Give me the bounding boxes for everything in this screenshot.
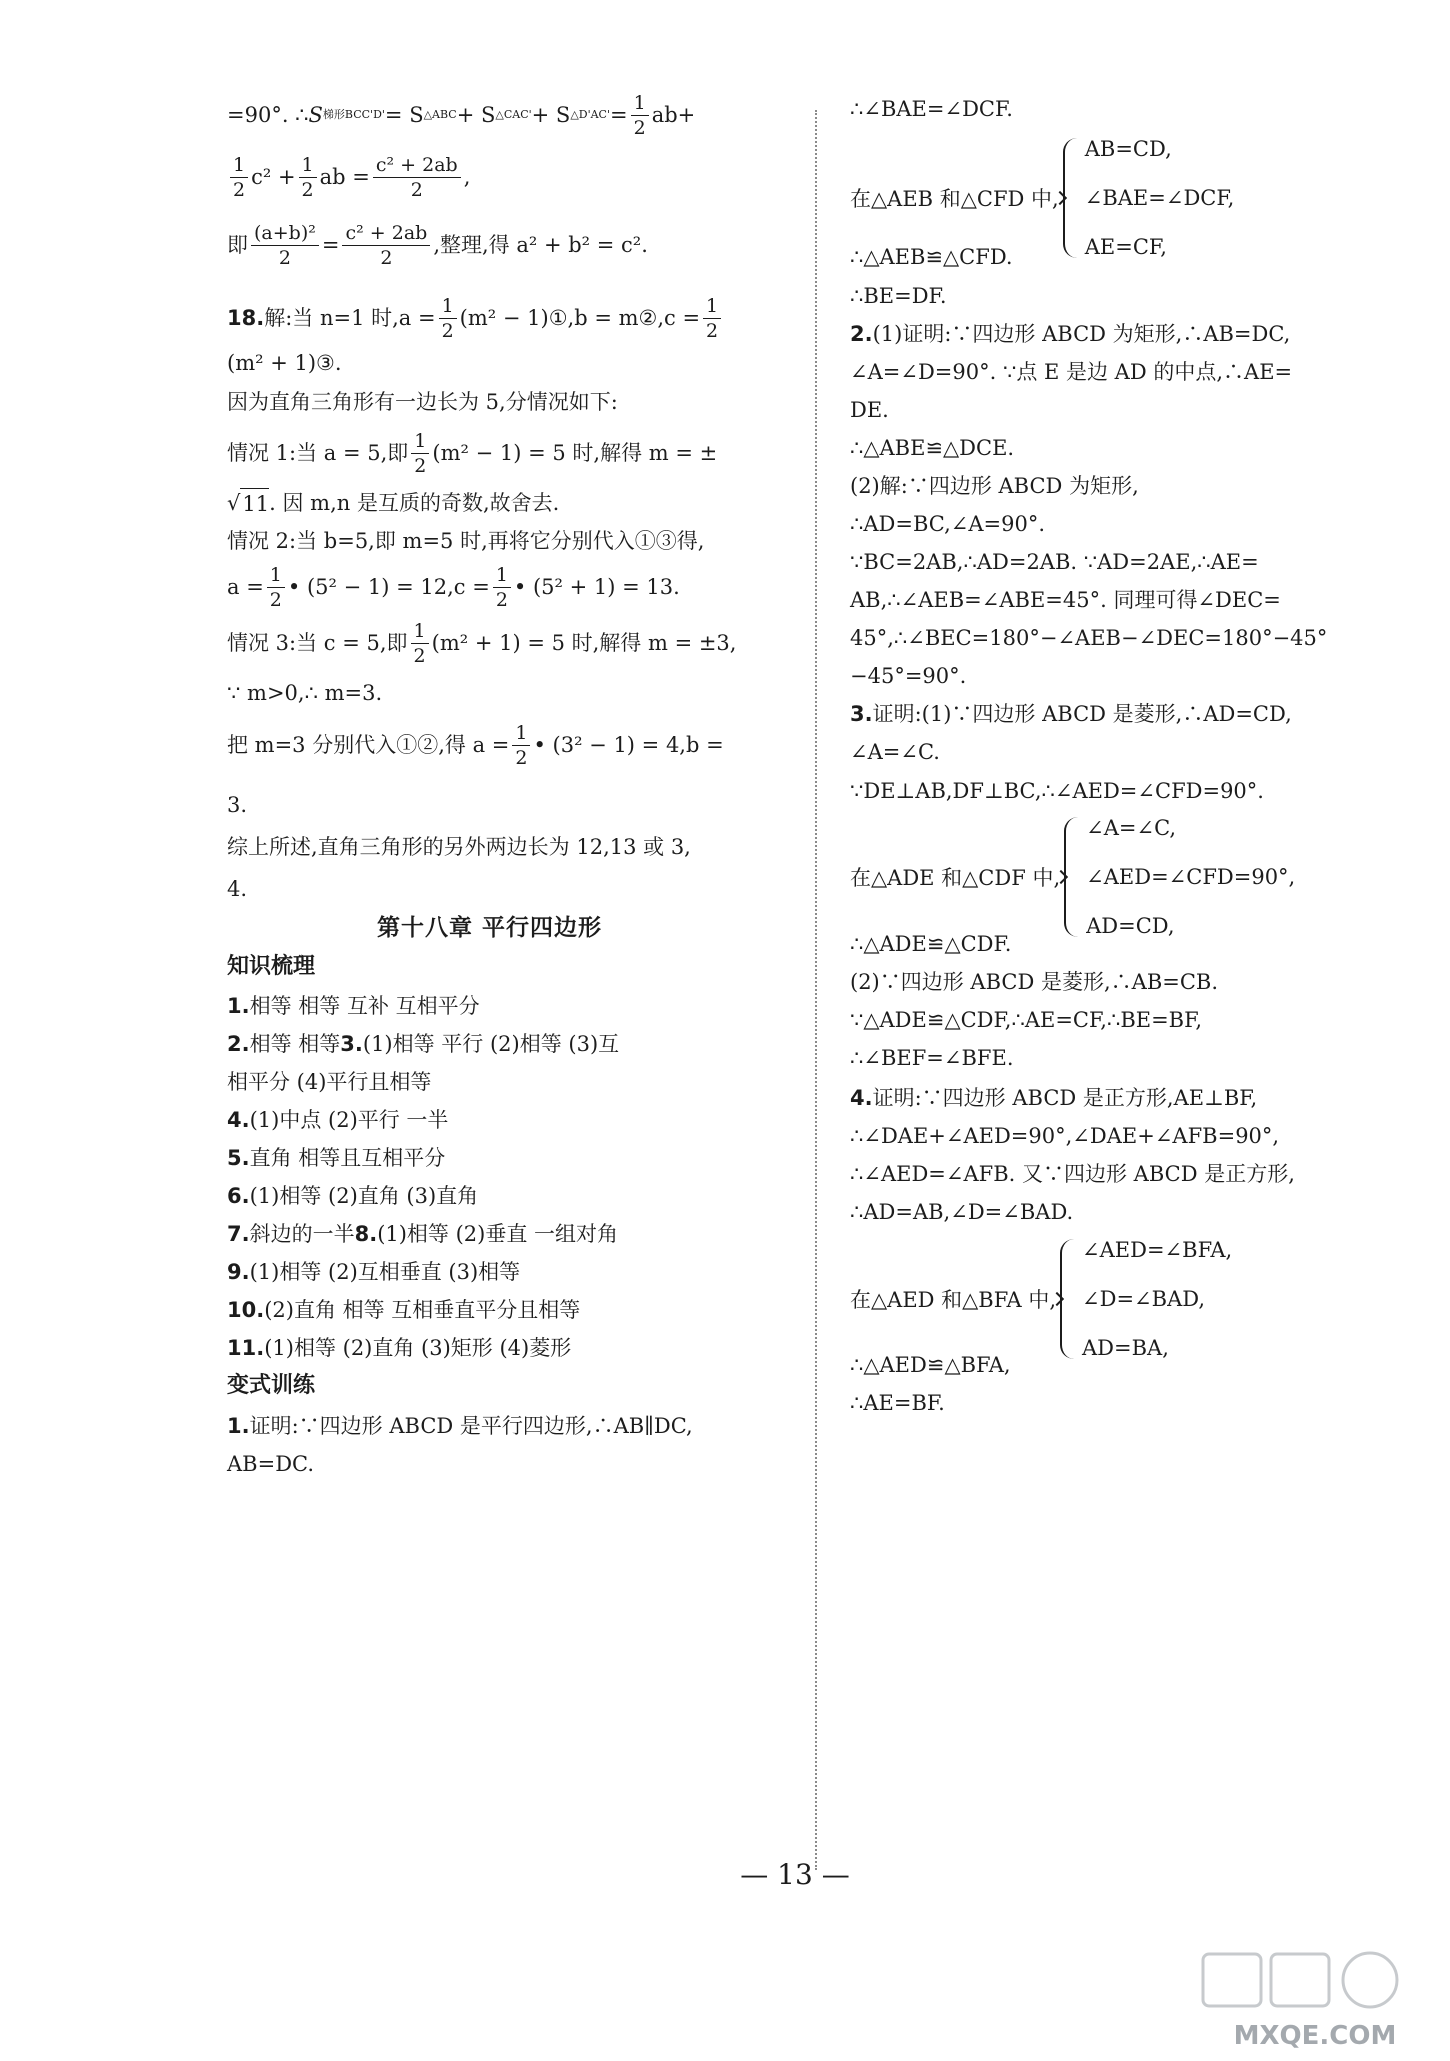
k10-line: 10. (2)直角 相等 互相垂直平分且相等 — [227, 1298, 581, 1322]
sqrt-radicand: 11 — [240, 488, 269, 519]
brace-icon — [1064, 817, 1080, 937]
text-line: ∴BE=DF. — [850, 284, 947, 308]
fraction: $\frac{\text{(a+b)²}}{2}$ — [251, 221, 319, 270]
fraction: $\frac{1}{2}$ — [631, 91, 649, 140]
text-line: ∴AD=BC,∠A=90°. — [850, 512, 1046, 536]
text-line: AB=DC. — [227, 1452, 315, 1476]
text-line: ∵△ADE≌△CDF,∴AE=CF,∴BE=BF, — [850, 1008, 1203, 1032]
text-line: ∴∠BEF=∠BFE. — [850, 1046, 1014, 1070]
text: ∠AED=∠BFA, — [1082, 1238, 1233, 1262]
text-line: (2)∵四边形 ABCD 是菱形,∴AB=CB. — [850, 970, 1219, 994]
text-line: ∴△ADE≌△CDF. — [850, 932, 1012, 956]
text-line: ∴△AED≌△BFA, — [850, 1353, 1011, 1377]
text: • (5² + 1) = 13. — [513, 575, 680, 599]
fraction: $\frac{1}{2}$ — [439, 294, 457, 343]
text: (m² − 1)①,b = m②,c = — [459, 306, 701, 330]
k2-line: 2. 相等 相等 3. (1)相等 平行 (2)相等 (3)互 — [227, 1032, 620, 1056]
brace-icon — [1060, 1239, 1076, 1359]
k7-line: 7. 斜边的一半 8. (1)相等 (2)垂直 一组对角 — [227, 1222, 619, 1246]
p3-line: 3. 证明:(1)∵四边形 ABCD 是菱形,∴AD=CD, — [850, 702, 1292, 726]
k1-line: 1. 相等 相等 互补 互相平分 — [227, 994, 480, 1018]
text-line: ∴△AEB≌△CFD. — [850, 245, 1013, 269]
case1-line-1 — [227, 429, 718, 477]
text: + S — [456, 103, 496, 127]
subscript: 梯形BCC'D' — [322, 108, 385, 121]
fraction: $\frac{1}{2}$ — [299, 153, 317, 202]
text-line: ∴△ABE≌△DCE. — [850, 436, 1015, 460]
text: 解:当 n=1 时,a = — [264, 306, 436, 330]
text: (m² − 1) = 5 时,解得 m = ± — [432, 441, 718, 465]
text-line: −45°=90°. — [850, 664, 967, 688]
k6-line: 6. (1)相等 (2)直角 (3)直角 — [227, 1184, 479, 1208]
text-line: (2)解:∵四边形 ABCD 为矩形, — [850, 474, 1139, 498]
text: ∠A=∠C, — [1086, 816, 1177, 840]
text: AB=CD, — [1084, 137, 1172, 161]
subscript: △D'AC' — [570, 108, 610, 121]
section-title: 变式训练 — [227, 1373, 316, 1398]
k9-line: 9. (1)相等 (2)互相垂直 (3)相等 — [227, 1260, 521, 1284]
text-line: ∴∠BAE=∠DCF. — [850, 97, 1013, 121]
fraction: $\frac{1}{2}$ — [411, 429, 429, 478]
text-line: ∵DE⊥AB,DF⊥BC,∴∠AED=∠CFD=90°. — [850, 779, 1264, 803]
brace-icon — [1063, 138, 1079, 258]
eq-area-line — [227, 91, 696, 139]
text: + S — [531, 103, 571, 127]
watermark-logo-icon — [1195, 1948, 1435, 2053]
text-line: ∵ m>0,∴ m=3. — [227, 681, 383, 705]
k5-line: 5. 直角 相等且互相平分 — [227, 1146, 446, 1170]
text: AE=CF, — [1084, 235, 1167, 259]
text-line: 情况 2:当 b=5,即 m=5 时,再将它分别代入①③得, — [227, 529, 705, 553]
text-line: ∠A=∠D=90°. ∵点 E 是边 AD 的中点,∴AE= — [850, 360, 1293, 384]
eq-line-2 — [227, 153, 471, 201]
eq-line-3 — [227, 221, 648, 269]
equation-system-2 — [850, 813, 1295, 941]
text-line: 因为直角三角形有一边长为 5,分情况如下: — [227, 390, 618, 414]
text-line: ∴∠DAE+∠AED=90°,∠DAE+∠AFB=90°, — [850, 1124, 1280, 1148]
text-line: AB,∴∠AEB=∠ABE=45°. 同理可得∠DEC= — [850, 588, 1281, 612]
text-line: 相平分 (4)平行且相等 — [227, 1070, 432, 1094]
text: c² + — [251, 165, 296, 189]
text: AD=CD, — [1086, 914, 1175, 938]
sqrt-sign: √ — [227, 491, 241, 515]
text: ∠BAE=∠DCF, — [1084, 186, 1235, 210]
text: 在△ADE 和△CDF 中, — [850, 866, 1061, 890]
fraction: $\frac{1}{2}$ — [703, 294, 721, 343]
text: 情况 3:当 c = 5,即 — [227, 631, 408, 655]
text: • (3² − 1) = 4,b = — [533, 733, 724, 757]
text: , — [463, 165, 471, 189]
text-line: 3. — [227, 793, 248, 817]
fraction: $\frac{1}{2}$ — [512, 721, 530, 770]
fraction: $\frac{\text{c² + 2ab}}{2}$ — [342, 221, 430, 270]
text-line: 45°,∴∠BEC=180°−∠AEB−∠DEC=180°−45° — [850, 626, 1328, 650]
text: 在△AED 和△BFA 中, — [850, 1288, 1057, 1312]
text: 即 — [227, 233, 248, 257]
text: ,整理,得 a² + b² = c². — [433, 233, 648, 257]
text-line: (m² + 1)③. — [227, 351, 342, 375]
text-line: ∠A=∠C. — [850, 740, 940, 764]
fraction: $\frac{1}{2}$ — [267, 563, 285, 612]
text: ∠AED=∠CFD=90°, — [1086, 865, 1296, 889]
text: ab+ — [651, 103, 696, 127]
p4-line: 4. 证明:∵四边形 ABCD 是正方形,AE⊥BF, — [850, 1086, 1258, 1110]
p2-line: 2. (1)证明:∵四边形 ABCD 为矩形,∴AB=DC, — [850, 322, 1291, 346]
case3-line-1 — [227, 619, 737, 667]
section-title: 知识梳理 — [227, 954, 316, 979]
text: a = — [227, 575, 264, 599]
text: S — [308, 103, 323, 127]
fraction: $\frac{\text{c² + 2ab}}{2}$ — [373, 153, 461, 202]
q18-line-1 — [227, 294, 724, 342]
question-number: 18. — [227, 306, 265, 330]
k4-line: 4. (1)中点 (2)平行 一半 — [227, 1108, 449, 1132]
fraction: $\frac{1}{2}$ — [230, 153, 248, 202]
case4-line-1 — [227, 721, 724, 769]
text: AD=BA, — [1082, 1336, 1169, 1360]
subscript: △ABC — [423, 108, 457, 121]
fraction: $\frac{1}{2}$ — [411, 619, 429, 668]
chapter-title: 第十八章 平行四边形 — [377, 915, 603, 941]
text: 把 m=3 分别代入①②,得 a = — [227, 733, 510, 757]
equation-system-3 — [850, 1235, 1232, 1363]
text-line: ∴AE=BF. — [850, 1391, 945, 1415]
text: . 因 m,n 是互质的奇数,故舍去. — [269, 491, 560, 515]
text-line: ∴AD=AB,∠D=∠BAD. — [850, 1200, 1074, 1224]
subscript: △CAC' — [495, 108, 532, 121]
text: 在△AEB 和△CFD 中, — [850, 187, 1059, 211]
fraction: $\frac{1}{2}$ — [493, 563, 511, 612]
k11-line: 11. (1)相等 (2)直角 (3)矩形 (4)菱形 — [227, 1336, 572, 1360]
text: = — [610, 103, 628, 127]
text: (m² + 1) = 5 时,解得 m = ±3, — [431, 631, 737, 655]
page-number: — 13 — — [740, 1858, 850, 1891]
text: ab = — [319, 165, 370, 189]
text: =90°. ∴ — [227, 103, 309, 127]
case1-line-2 — [227, 488, 559, 518]
v1-line: 1. 证明:∵四边形 ABCD 是平行四边形,∴AB∥DC, — [227, 1414, 693, 1438]
text-line: 4. — [227, 877, 248, 901]
text: = — [321, 233, 340, 257]
text-line: 综上所述,直角三角形的另外两边长为 12,13 或 3, — [227, 835, 691, 859]
column-divider — [815, 110, 817, 1870]
watermark-url: MXQE.COM — [1233, 2021, 1397, 2051]
text: 情况 1:当 a = 5,即 — [227, 441, 409, 465]
text-line: ∵BC=2AB,∴AD=2AB. ∵AD=2AE,∴AE= — [850, 550, 1259, 574]
text: ∠D=∠BAD, — [1082, 1287, 1206, 1311]
case2-line-2 — [227, 563, 680, 611]
text-line: DE. — [850, 398, 889, 422]
text: = S — [384, 103, 424, 127]
text-line: ∴∠AED=∠AFB. 又∵四边形 ABCD 是正方形, — [850, 1162, 1295, 1186]
text: • (5² − 1) = 12,c = — [287, 575, 490, 599]
